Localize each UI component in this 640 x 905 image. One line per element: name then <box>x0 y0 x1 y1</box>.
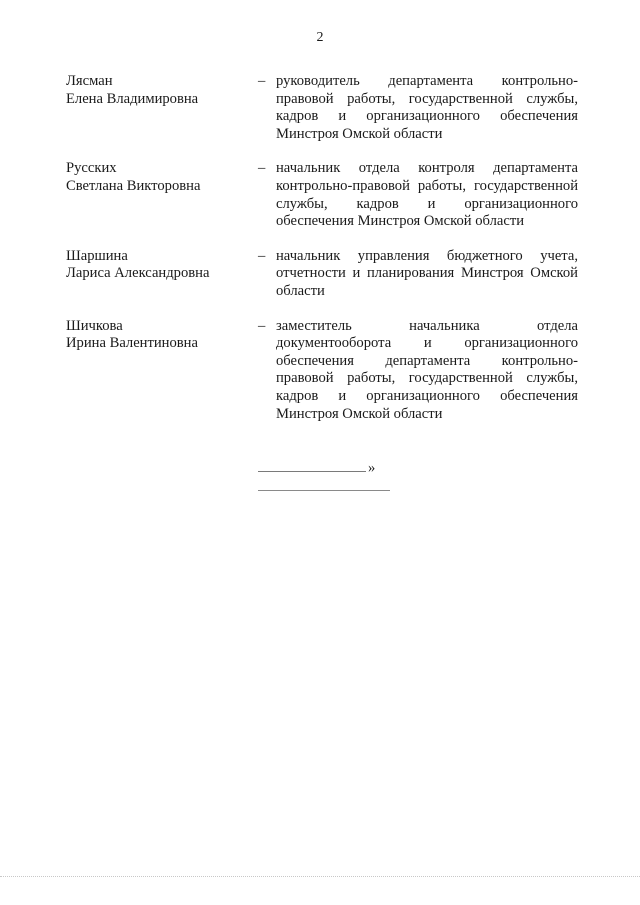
surname: Шичкова <box>66 317 123 334</box>
staff-entry <box>66 160 578 230</box>
staff-entry <box>66 73 578 143</box>
surname: Лясман <box>66 73 113 89</box>
position-title: начальник управления бюджетного учета, отчетности и планирования Минстроя Омской области <box>276 247 578 299</box>
position-title: начальник отдела контроля департамента контрольно-правовой работы, государственной службы, кадров и организационного обеспечения Минстроя Омской области <box>276 160 578 230</box>
person-name <box>66 160 258 195</box>
given-names: Лариса Александровна <box>66 265 210 282</box>
closing-underline <box>258 471 366 472</box>
position-title: заместитель начальника отдела документооборота и организационного обеспечения департамента контрольно-правовой работы, государственной службы, кадров и организационного обеспечения Минстроя Омской области <box>276 317 578 422</box>
dash: – <box>258 73 266 89</box>
staff-entry <box>66 248 578 301</box>
closing-quote: » <box>368 460 376 476</box>
surname: Русских <box>66 160 117 177</box>
surname: Шаршина <box>66 247 128 264</box>
staff-list <box>66 73 578 440</box>
closing-mark-block <box>258 460 398 477</box>
given-names: Ирина Валентиновна <box>66 335 198 352</box>
page-number: 2 <box>316 30 324 45</box>
dash: – <box>258 317 266 334</box>
given-names: Светлана Викторовна <box>66 177 201 194</box>
person-name <box>66 318 258 353</box>
person-name <box>66 248 258 283</box>
staff-entry <box>66 318 578 424</box>
dash: – <box>258 160 266 177</box>
closing-rule <box>258 490 390 491</box>
position-title: руководитель департамента контрольно-правовой работы, государственной службы, кадров и организационного обеспечения Минстроя Омской области <box>276 73 578 142</box>
scan-edge-artifact <box>0 876 640 879</box>
dash: – <box>258 247 266 264</box>
person-name <box>66 73 258 108</box>
given-names: Елена Владимировна <box>66 90 199 107</box>
